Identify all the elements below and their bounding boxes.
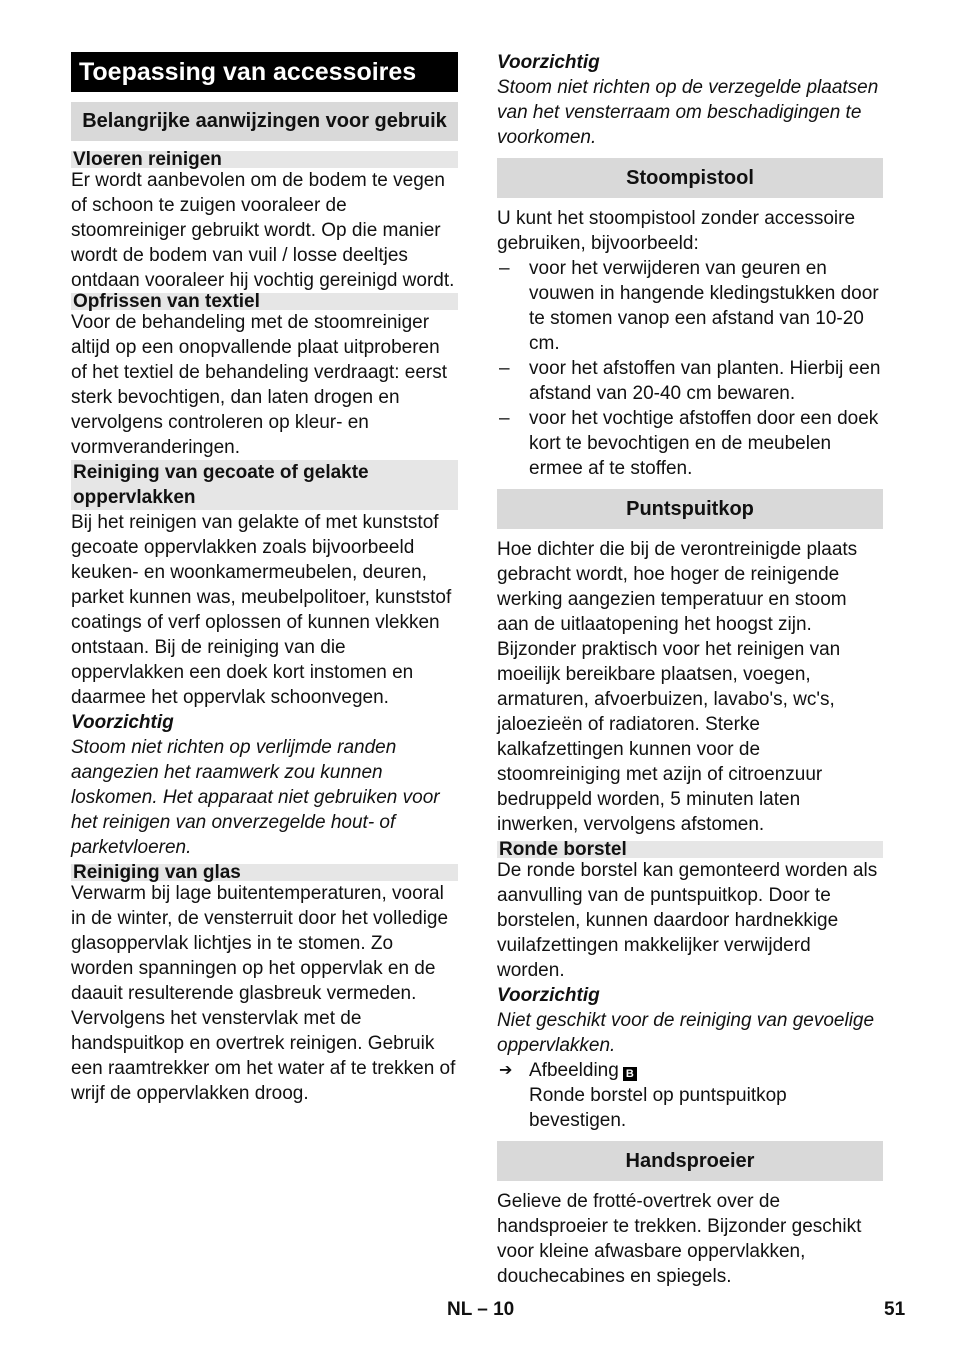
section-band-steam-gun: Stoompistool: [497, 158, 883, 198]
list-item: – voor het verwijderen van geuren en vouwen in hangende kledingstukken door te stomen vanop een afstand van 10-20 cm.: [497, 256, 883, 356]
section-band-point-nozzle: Puntspuitkop: [497, 489, 883, 529]
caution-label: Voorzichtig: [497, 985, 600, 1006]
paragraph-textile: Voor de behandeling met de stoomreiniger altijd op een onopvallende plaat uitproberen of het textiel de behandeling verdraagt: eerst sterk bevochtigen, dan laten drogen en vervolgens controleren op kleur- en vormveranderingen.: [71, 312, 448, 458]
caution-text: Niet geschikt voor de reiniging van gevoelige oppervlakken.: [497, 1010, 875, 1056]
subheading-glass: Reiniging van glas: [71, 864, 458, 881]
caution-text: Stoom niet richten op verlijmde randen aangezien het raamwerk zou kunnen loskomen. Het apparaat niet gebruiken voor het reinigen van onverzegelde hout- of parketvloeren.: [71, 737, 440, 858]
subheading-textile: Opfrissen van textiel: [71, 293, 458, 310]
subheading-floor-cleaning: Vloeren reinigen: [71, 151, 458, 168]
paragraph-coated-surfaces: Bij het reinigen van gelakte of met kunststof gecoate oppervlakken zoals bijvoorbeeld keuken- en woonkamermeubelen, deuren, parket kunnen was, meubelpolitoer, kunststof coatings of verf oplossen of kunnen vlekken ontstaan. Bij de reiniging van die oppervlakken een doek kort instomen en daarmee het oppervlak schoonvegen.: [71, 512, 452, 708]
caution-label: Voorzichtig: [71, 712, 174, 733]
left-column: [71, 50, 458, 1106]
section-band-hand-sprayer: Handsproeier: [497, 1141, 883, 1181]
paragraph-steam-gun-intro: U kunt het stoompistool zonder accessoire gebruiken, bijvoorbeeld:: [497, 208, 856, 254]
section-title: Toepassing van accessoires: [71, 52, 458, 92]
figure-reference-label: Afbeelding: [529, 1060, 619, 1081]
list-item: – voor het afstoffen van planten. Hierbij een afstand van 20-40 cm bewaren.: [497, 356, 883, 406]
right-column: [497, 50, 883, 1289]
instruction-step: [497, 1058, 883, 1133]
figure-b-icon: B: [623, 1067, 637, 1081]
subheading-coated-surfaces: Reiniging van gecoate of gelakte oppervlakken: [71, 460, 458, 510]
arrow-right-icon: ➔: [499, 1062, 513, 1079]
paragraph-glass-1: Verwarm bij lage buitentemperaturen, vooral in de winter, de vensterruit door het volledige glasoppervlak lichtjes in te stomen. Zo worden spanningen op het oppervlak en de daauit resulterende glasbreuk vermeden.: [71, 883, 449, 1004]
list-item: – voor het vochtige afstoffen door een doek kort te bevochtigen en de meubelen ermee af te stoffen.: [497, 406, 883, 481]
footer-language-page: NL – 10: [447, 1299, 515, 1320]
instruction-text: Ronde borstel op puntspuitkop bevestigen.: [529, 1085, 787, 1131]
caution-label: Voorzichtig: [497, 52, 600, 73]
page-number: 51: [884, 1299, 906, 1320]
steam-gun-list: [497, 256, 883, 481]
paragraph-point-nozzle: Hoe dichter die bij de verontreinigde plaats gebracht wordt, hoe hoger de reinigende werking aangezien temperatuur en stoom aan de uitlaatopening het hoogst zijn. Bijzonder praktisch voor het reinigen van moeilijk bereikbare plaatsen, voegen, armaturen, afvoerbuizen, lavabo's, wc's, jaloezieën of radiatoren. Sterke kalkafzettingen kunnen voor de stoomreiniging met azijn of citroenzuur bedruppeld worden, 5 minuten laten inwerken, vervolgens afstomen.: [497, 539, 858, 835]
paragraph-round-brush: De ronde borstel kan gemonteerd worden als aanvulling van de puntspuitkop. Door te borstelen, kunnen daardoor hardnekkige vuilafzettingen makkelijker verwijderd worden.: [497, 860, 878, 981]
paragraph-floor-cleaning: Er wordt aanbevolen om de bodem te vegen of schoon te zuigen vooraleer de stoomreiniger gebruikt wordt. Op die manier wordt de bodem van vuil / losse deeltjes ontdaan vooraleer hij vochtig gereinigd wordt.: [71, 170, 455, 291]
paragraph-hand-sprayer: Gelieve de frotté-overtrek over de handsproeier te trekken. Bijzonder geschikt voor kleine afwasbare oppervlakken, douchecabines en spiegels.: [497, 1191, 862, 1287]
paragraph-glass-2: Vervolgens het venstervlak met de handspuitkop en overtrek reinigen. Gebruik een raamtrekker om het water af te trekken of wrijf de oppervlakken droog.: [71, 1008, 456, 1104]
subheading-round-brush: Ronde borstel: [497, 841, 883, 858]
section-band-usage-notes: Belangrijke aanwijzingen voor gebruik: [71, 102, 458, 141]
caution-text: Stoom niet richten op de verzegelde plaatsen van het vensterraam om beschadigingen te voorkomen.: [497, 77, 879, 148]
